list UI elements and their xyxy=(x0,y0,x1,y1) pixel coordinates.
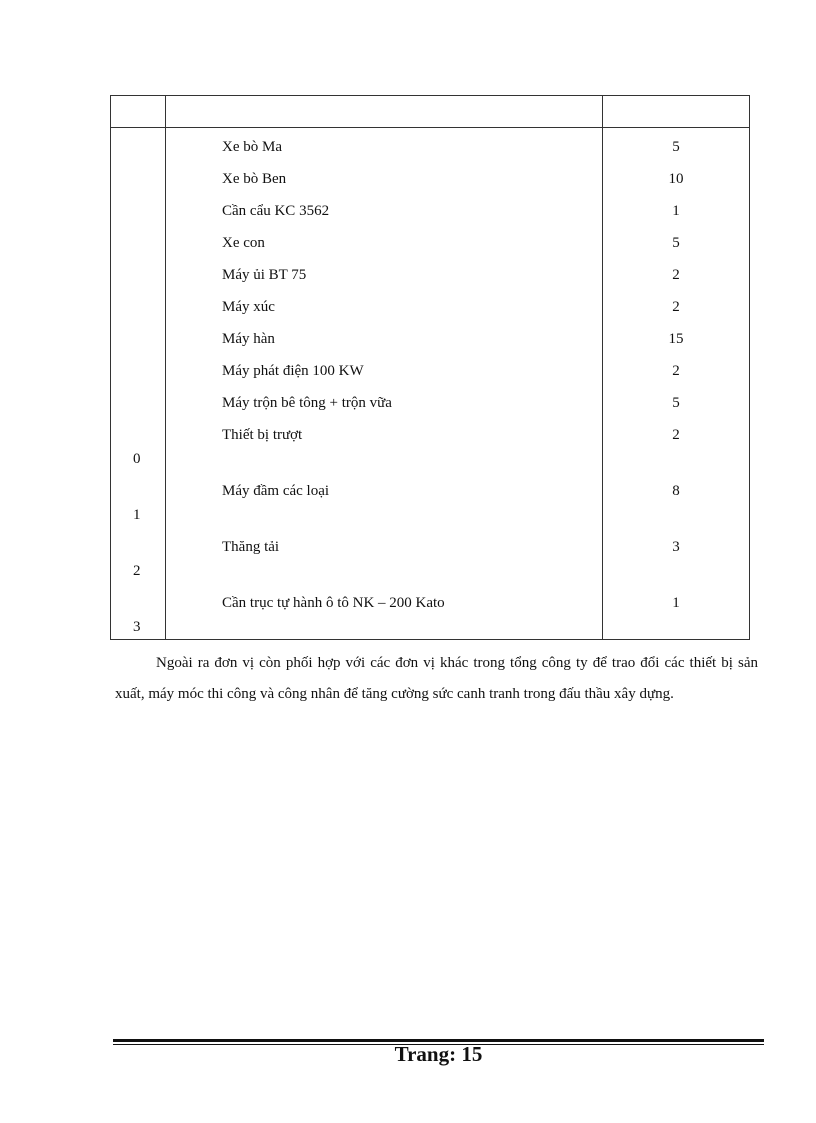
equipment-name: Máy đầm các loại xyxy=(222,483,330,499)
equipment-qty: 2 xyxy=(672,299,680,315)
equipment-name: Cần cẩu KC 3562 xyxy=(222,203,330,219)
equipment-qty: 2 xyxy=(672,267,680,283)
page-number: Trang: 15 xyxy=(394,1042,483,1066)
equipment-name: Xe bò Ben xyxy=(222,171,287,187)
equipment-name: Máy trộn bê tông + trộn vữa xyxy=(222,395,392,411)
equipment-qty: 2 xyxy=(672,427,680,443)
header-divider xyxy=(111,127,749,128)
equipment-table xyxy=(110,95,750,640)
equipment-name: Máy ủi BT 75 xyxy=(222,267,307,283)
row-number: 3 xyxy=(133,619,141,635)
equipment-name: Máy hàn xyxy=(222,331,275,347)
equipment-qty: 5 xyxy=(672,139,680,155)
equipment-qty: 5 xyxy=(672,395,680,411)
equipment-name: Máy xúc xyxy=(222,299,275,315)
row-number: 2 xyxy=(133,563,141,579)
equipment-qty: 8 xyxy=(672,483,680,499)
body-paragraph: Ngoài ra đơn vị còn phối hợp với các đơn vị khác trong tổng công ty để trao đổi các thiết bị sản xuất, máy móc thi công và công nhân để tăng cường sức canh tranh trong đấu thầu xây dựng. xyxy=(115,655,758,702)
equipment-qty: 5 xyxy=(672,235,680,251)
equipment-qty: 10 xyxy=(668,171,684,187)
equipment-qty: 15 xyxy=(668,331,684,347)
equipment-name: Xe bò Ma xyxy=(222,139,282,155)
equipment-name: Thiết bị trượt xyxy=(222,427,303,443)
equipment-name: Máy phát điện 100 KW xyxy=(222,363,364,379)
row-number: 1 xyxy=(133,507,141,523)
equipment-qty: 1 xyxy=(672,595,680,611)
equipment-qty: 1 xyxy=(672,203,680,219)
equipment-name: Cần trục tự hành ô tô NK – 200 Kato xyxy=(222,595,445,611)
equipment-name: Xe con xyxy=(222,235,265,251)
equipment-qty: 3 xyxy=(672,539,680,555)
equipment-name: Thăng tải xyxy=(222,539,280,555)
stt-column-divider xyxy=(165,96,166,639)
equipment-qty: 2 xyxy=(672,363,680,379)
row-number: 0 xyxy=(133,451,141,467)
